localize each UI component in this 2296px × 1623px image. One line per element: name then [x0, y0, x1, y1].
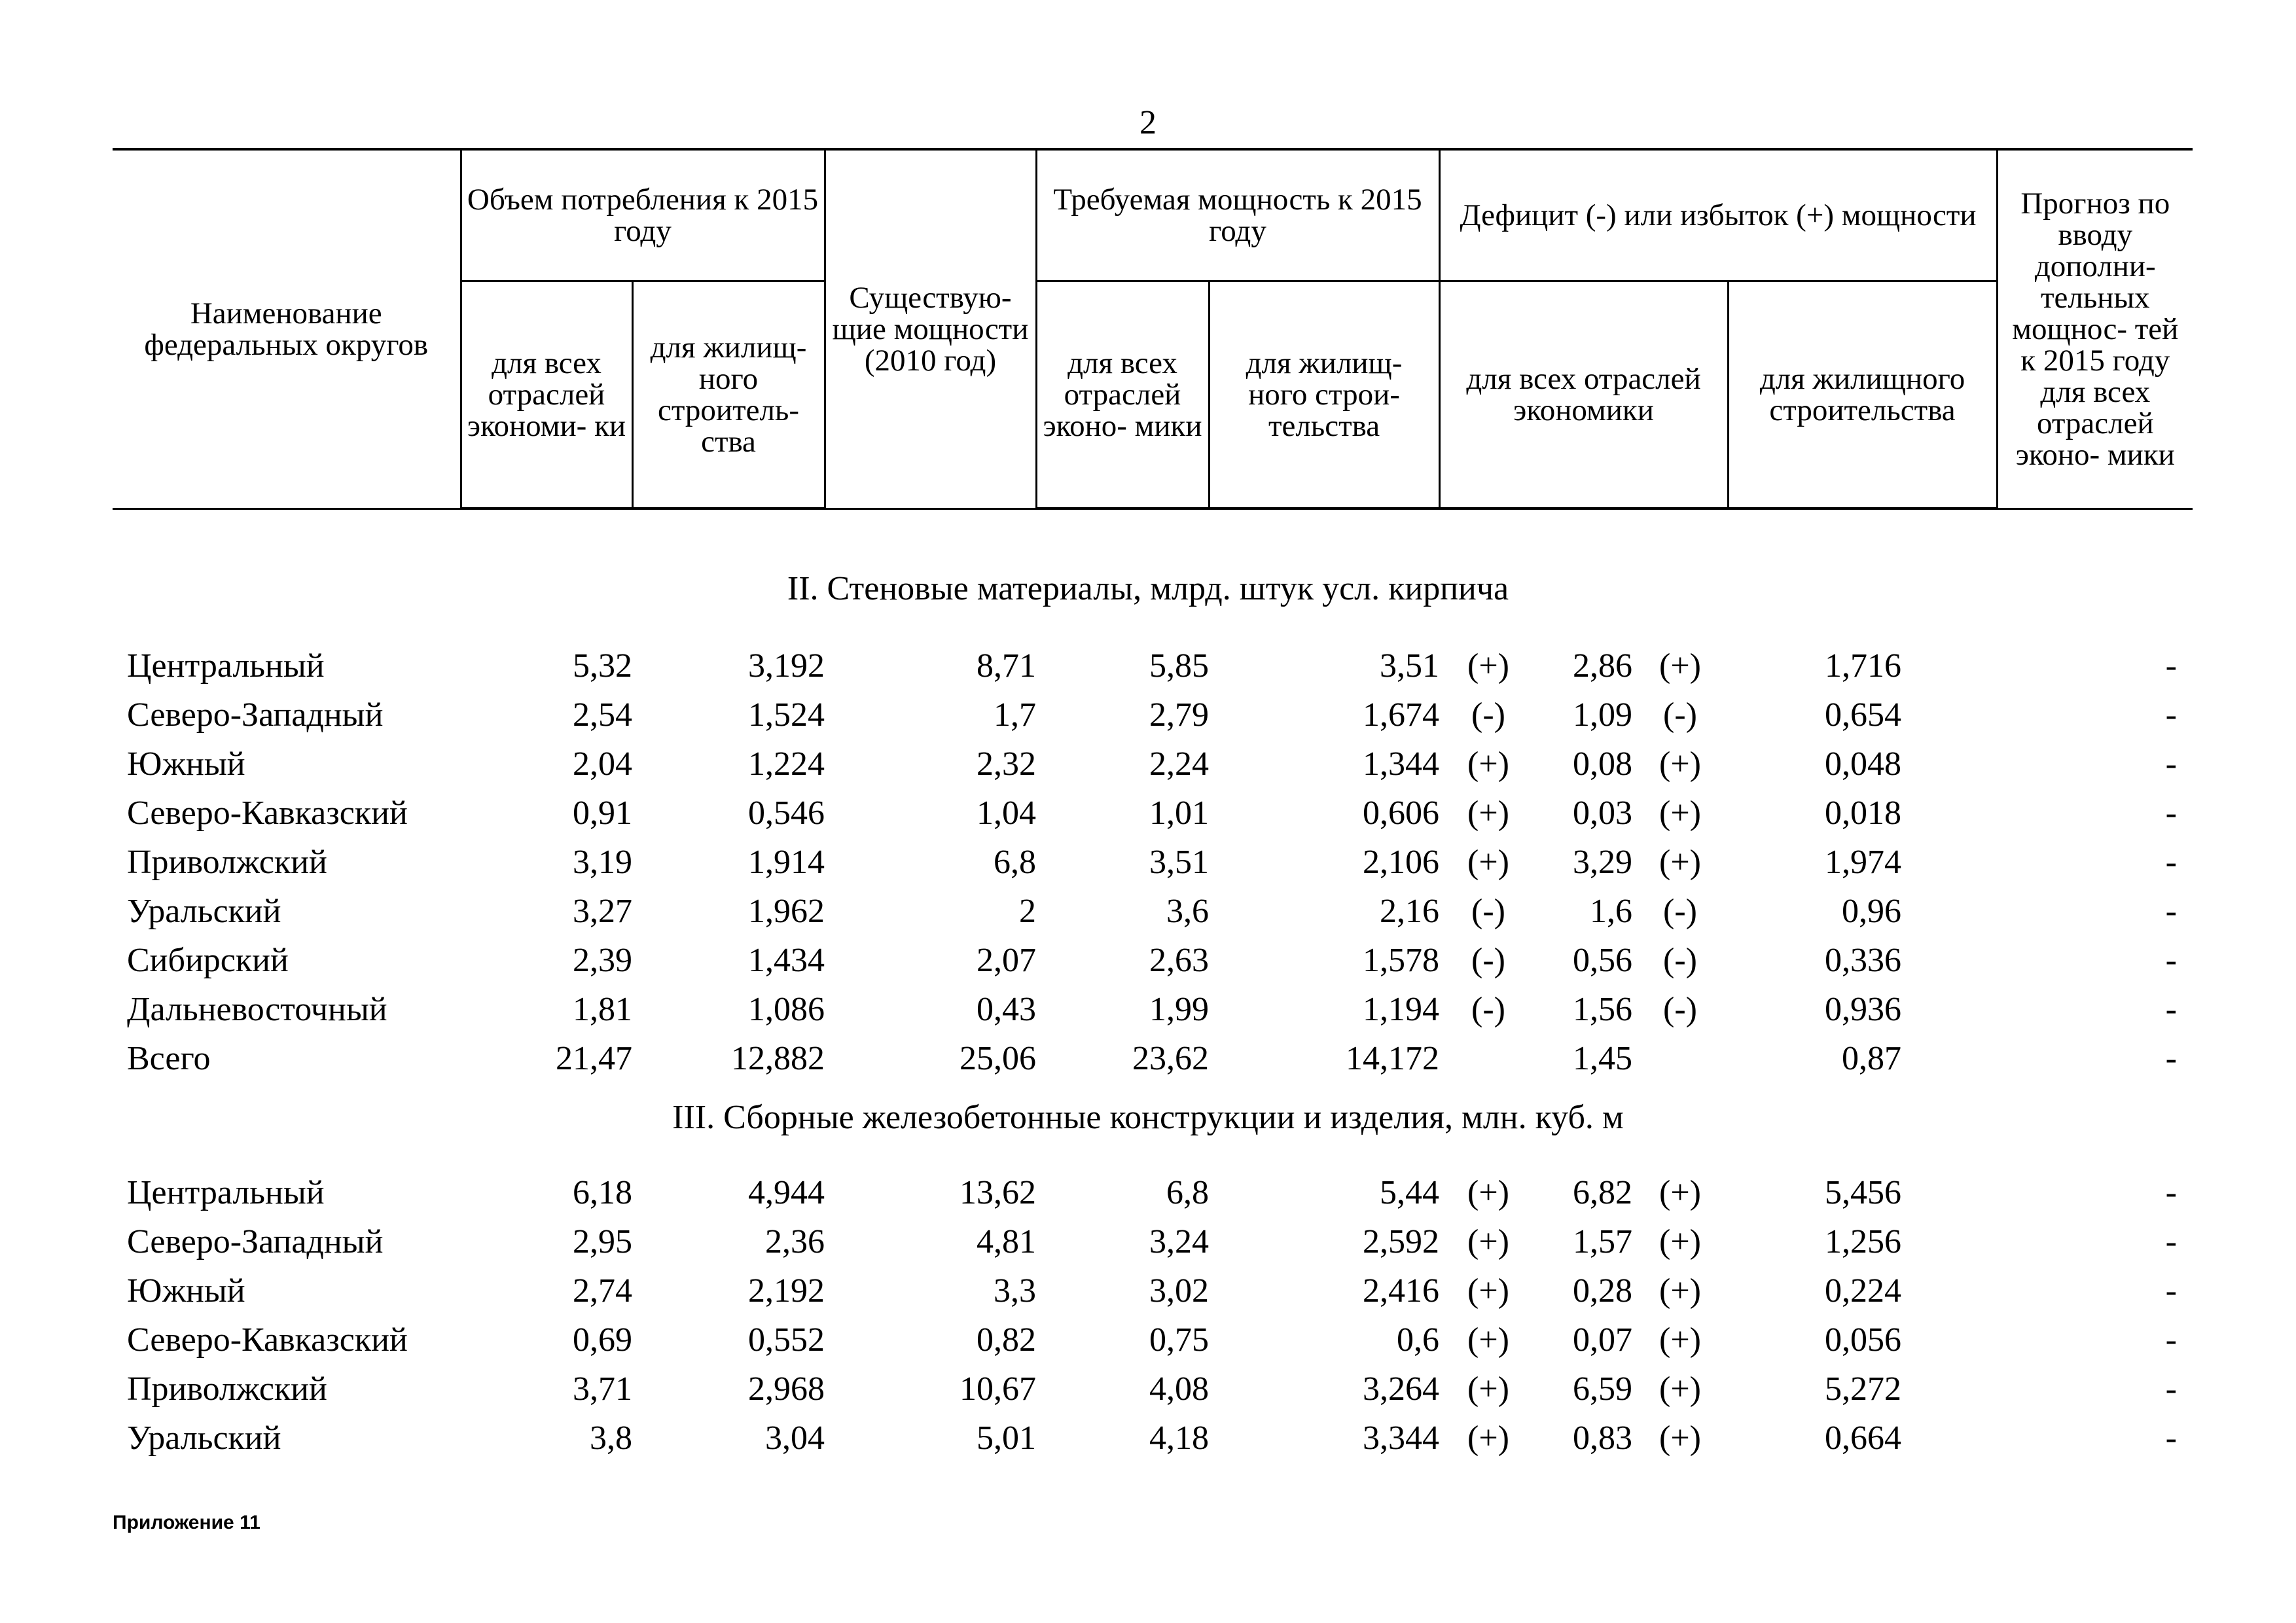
cell-def-housing: 5,272 — [1825, 1370, 1901, 1408]
cell-cons-all: 3,27 — [573, 893, 632, 930]
cell-def-all: 0,28 — [1573, 1272, 1632, 1310]
cell-forecast: - — [2165, 1419, 2177, 1457]
cell-sign-housing: (+) — [1659, 1370, 1701, 1408]
header-required-all: для всех отраслей эконо- мики — [1036, 281, 1209, 509]
cell-def-housing: 0,87 — [1842, 1040, 1901, 1077]
cell-sign-all: (-) — [1471, 893, 1505, 930]
cell-name: Северо-Западный — [127, 696, 384, 734]
cell-sign-housing: (-) — [1663, 942, 1697, 979]
cell-forecast: - — [2165, 942, 2177, 979]
header-district-name: Наименование федеральных округов — [113, 149, 461, 508]
cell-cons-all: 3,71 — [573, 1370, 632, 1408]
cell-forecast: - — [2165, 1370, 2177, 1408]
table-concrete-structures — [113, 1168, 2193, 1463]
cell-cons-housing: 12,882 — [731, 1040, 825, 1077]
cell-cons-all: 1,81 — [573, 991, 632, 1028]
cell-sign-housing: (+) — [1659, 794, 1701, 832]
cell-sign-housing: (-) — [1663, 991, 1697, 1028]
header-deficit-all: для всех отраслей экономики — [1439, 281, 1728, 509]
cell-name: Северо-Кавказский — [127, 794, 408, 832]
cell-sign-all: (+) — [1467, 1223, 1509, 1260]
table-row — [113, 887, 2193, 936]
cell-cons-housing: 3,04 — [765, 1419, 825, 1457]
cell-def-housing: 0,664 — [1825, 1419, 1901, 1457]
cell-def-all: 3,29 — [1573, 844, 1632, 881]
cell-sign-housing: (+) — [1659, 844, 1701, 881]
cell-req-all: 2,63 — [1149, 942, 1209, 979]
cell-existing: 25,06 — [960, 1040, 1036, 1077]
table-row — [113, 1217, 2193, 1266]
cell-def-all: 0,03 — [1573, 794, 1632, 832]
cell-req-housing: 1,344 — [1363, 745, 1439, 783]
cell-forecast: - — [2165, 745, 2177, 783]
cell-sign-housing: (-) — [1663, 696, 1697, 734]
cell-req-housing: 2,416 — [1363, 1272, 1439, 1310]
cell-forecast: - — [2165, 1223, 2177, 1260]
cell-name: Приволжский — [127, 844, 327, 881]
cell-req-housing: 5,44 — [1380, 1174, 1439, 1211]
cell-req-housing: 3,51 — [1380, 647, 1439, 685]
cell-sign-housing: (+) — [1659, 1223, 1701, 1260]
cell-def-housing: 0,96 — [1842, 893, 1901, 930]
cell-def-housing: 1,256 — [1825, 1223, 1901, 1260]
table-row — [113, 1364, 2193, 1414]
cell-req-housing: 1,578 — [1363, 942, 1439, 979]
cell-sign-housing: (+) — [1659, 745, 1701, 783]
cell-existing: 8,71 — [977, 647, 1036, 685]
header-required-housing: для жилищ- ного строи- тельства — [1209, 281, 1439, 509]
cell-def-all: 0,83 — [1573, 1419, 1632, 1457]
cell-req-all: 5,85 — [1149, 647, 1209, 685]
table-row — [113, 1168, 2193, 1217]
cell-req-all: 4,08 — [1149, 1370, 1209, 1408]
cell-req-all: 1,01 — [1149, 794, 1209, 832]
cell-cons-all: 2,54 — [573, 696, 632, 734]
cell-req-housing: 2,16 — [1380, 893, 1439, 930]
cell-existing: 0,82 — [977, 1321, 1036, 1359]
cell-existing: 3,3 — [994, 1272, 1036, 1310]
cell-req-housing: 3,344 — [1363, 1419, 1439, 1457]
cell-def-housing: 0,936 — [1825, 991, 1901, 1028]
cell-def-all: 0,08 — [1573, 745, 1632, 783]
cell-def-all: 1,45 — [1573, 1040, 1632, 1077]
table-row — [113, 641, 2193, 690]
table-row — [113, 838, 2193, 887]
header-consumption-group: Объем потребления к 2015 году — [461, 149, 825, 281]
cell-sign-all: (+) — [1467, 1419, 1509, 1457]
header-existing-capacity: Существую- щие мощности (2010 год) — [825, 149, 1036, 508]
cell-cons-all: 3,8 — [590, 1419, 632, 1457]
cell-def-housing: 5,456 — [1825, 1174, 1901, 1211]
cell-forecast: - — [2165, 1040, 2177, 1077]
table-row — [113, 690, 2193, 740]
cell-cons-housing: 1,962 — [748, 893, 825, 930]
header-forecast: Прогноз по вводу дополни- тельных мощнос- тей к 2015 году для всех отраслей эконо- мики — [1997, 149, 2193, 508]
cell-def-housing: 0,336 — [1825, 942, 1901, 979]
cell-req-all: 4,18 — [1149, 1419, 1209, 1457]
table-row — [113, 1034, 2193, 1083]
table-row — [113, 740, 2193, 789]
cell-forecast: - — [2165, 1272, 2177, 1310]
header-consumption-all: для всех отраслей экономи- ки — [461, 281, 632, 509]
cell-req-housing: 0,606 — [1363, 794, 1439, 832]
cell-cons-all: 2,39 — [573, 942, 632, 979]
cell-forecast: - — [2165, 1174, 2177, 1211]
cell-name: Южный — [127, 1272, 245, 1310]
cell-cons-housing: 2,968 — [748, 1370, 825, 1408]
cell-req-all: 3,51 — [1149, 844, 1209, 881]
cell-def-all: 1,09 — [1573, 696, 1632, 734]
cell-existing: 1,04 — [977, 794, 1036, 832]
header-deficit-housing: для жилищного строительства — [1728, 281, 1997, 509]
cell-cons-housing: 1,914 — [748, 844, 825, 881]
cell-req-all: 23,62 — [1132, 1040, 1209, 1077]
cell-forecast: - — [2165, 794, 2177, 832]
cell-req-all: 1,99 — [1149, 991, 1209, 1028]
table-row — [113, 936, 2193, 985]
cell-forecast: - — [2165, 1321, 2177, 1359]
cell-req-housing: 3,264 — [1363, 1370, 1439, 1408]
cell-existing: 6,8 — [994, 844, 1036, 881]
cell-sign-housing: (+) — [1659, 1419, 1701, 1457]
table-header — [113, 148, 2193, 510]
cell-cons-housing: 3,192 — [748, 647, 825, 685]
cell-req-housing: 1,674 — [1363, 696, 1439, 734]
cell-cons-housing: 1,434 — [748, 942, 825, 979]
cell-def-housing: 1,716 — [1825, 647, 1901, 685]
cell-def-all: 1,6 — [1590, 893, 1632, 930]
cell-cons-housing: 1,086 — [748, 991, 825, 1028]
section-title-wall-materials: II. Стеновые материалы, млрд. штук усл. кирпича — [787, 570, 1509, 607]
cell-existing: 2,07 — [977, 942, 1036, 979]
cell-sign-all: (+) — [1467, 1174, 1509, 1211]
header-required-capacity-group: Требуемая мощность к 2015 году — [1036, 149, 1439, 281]
cell-cons-housing: 4,944 — [748, 1174, 825, 1211]
cell-cons-all: 5,32 — [573, 647, 632, 685]
cell-cons-all: 0,69 — [573, 1321, 632, 1359]
cell-req-all: 3,6 — [1166, 893, 1209, 930]
table-row — [113, 985, 2193, 1034]
table-row — [113, 1266, 2193, 1315]
cell-name: Всего — [127, 1040, 211, 1077]
section-title-concrete-structures: III. Сборные железобетонные конструкции и изделия, млн. куб. м — [672, 1099, 1624, 1136]
cell-existing: 5,01 — [977, 1419, 1036, 1457]
cell-cons-housing: 2,192 — [748, 1272, 825, 1310]
cell-def-housing: 0,224 — [1825, 1272, 1901, 1310]
cell-def-all: 1,56 — [1573, 991, 1632, 1028]
cell-def-all: 2,86 — [1573, 647, 1632, 685]
cell-forecast: - — [2165, 844, 2177, 881]
cell-cons-housing: 2,36 — [765, 1223, 825, 1260]
header-deficit-group: Дефицит (-) или избыток (+) мощности — [1439, 149, 1997, 281]
cell-def-all: 0,56 — [1573, 942, 1632, 979]
cell-def-all: 6,82 — [1573, 1174, 1632, 1211]
cell-sign-all: (+) — [1467, 647, 1509, 685]
table-row — [113, 789, 2193, 838]
cell-sign-housing: (+) — [1659, 1174, 1701, 1211]
cell-sign-all: (-) — [1471, 991, 1505, 1028]
cell-sign-all: (+) — [1467, 1321, 1509, 1359]
cell-req-housing: 2,106 — [1363, 844, 1439, 881]
cell-forecast: - — [2165, 696, 2177, 734]
cell-sign-housing: (+) — [1659, 1272, 1701, 1310]
cell-def-all: 0,07 — [1573, 1321, 1632, 1359]
cell-forecast: - — [2165, 893, 2177, 930]
cell-cons-housing: 0,552 — [748, 1321, 825, 1359]
table-row — [113, 1414, 2193, 1463]
cell-def-housing: 0,048 — [1825, 745, 1901, 783]
cell-req-housing: 14,172 — [1346, 1040, 1439, 1077]
cell-cons-housing: 0,546 — [748, 794, 825, 832]
cell-name: Уральский — [127, 1419, 281, 1457]
cell-cons-housing: 1,524 — [748, 696, 825, 734]
cell-req-all: 3,24 — [1149, 1223, 1209, 1260]
cell-cons-all: 2,95 — [573, 1223, 632, 1260]
cell-req-all: 2,24 — [1149, 745, 1209, 783]
cell-forecast: - — [2165, 991, 2177, 1028]
cell-cons-housing: 1,224 — [748, 745, 825, 783]
cell-existing: 13,62 — [960, 1174, 1036, 1211]
cell-name: Дальневосточный — [127, 991, 387, 1028]
cell-req-housing: 2,592 — [1363, 1223, 1439, 1260]
cell-def-housing: 0,654 — [1825, 696, 1901, 734]
cell-existing: 2,32 — [977, 745, 1036, 783]
cell-def-all: 6,59 — [1573, 1370, 1632, 1408]
table-row — [113, 1315, 2193, 1364]
cell-cons-all: 2,04 — [573, 745, 632, 783]
cell-cons-all: 21,47 — [556, 1040, 632, 1077]
cell-sign-all — [1439, 1034, 1537, 1083]
cell-sign-all: (-) — [1471, 696, 1505, 734]
cell-existing: 4,81 — [977, 1223, 1036, 1260]
cell-req-all: 6,8 — [1166, 1174, 1209, 1211]
cell-existing: 1,7 — [994, 696, 1036, 734]
cell-req-all: 0,75 — [1149, 1321, 1209, 1359]
cell-def-housing: 1,974 — [1825, 844, 1901, 881]
cell-name: Уральский — [127, 893, 281, 930]
cell-req-all: 2,79 — [1149, 696, 1209, 734]
cell-def-all: 1,57 — [1573, 1223, 1632, 1260]
cell-sign-housing: (+) — [1659, 647, 1701, 685]
cell-def-housing: 0,018 — [1825, 794, 1901, 832]
cell-cons-all: 0,91 — [573, 794, 632, 832]
cell-existing: 2 — [1019, 893, 1036, 930]
cell-sign-all: (+) — [1467, 1272, 1509, 1310]
table-wall-materials — [113, 641, 2193, 1083]
cell-name: Сибирский — [127, 942, 289, 979]
cell-name: Северо-Западный — [127, 1223, 384, 1260]
cell-sign-all: (+) — [1467, 745, 1509, 783]
cell-sign-all: (+) — [1467, 794, 1509, 832]
cell-sign-housing — [1632, 1034, 1728, 1083]
cell-def-housing: 0,056 — [1825, 1321, 1901, 1359]
page-number: 2 — [1139, 104, 1157, 141]
cell-forecast: - — [2165, 647, 2177, 685]
cell-existing: 0,43 — [977, 991, 1036, 1028]
cell-sign-all: (-) — [1471, 942, 1505, 979]
cell-req-all: 3,02 — [1149, 1272, 1209, 1310]
cell-sign-housing: (+) — [1659, 1321, 1701, 1359]
cell-name: Центральный — [127, 1174, 325, 1211]
cell-req-housing: 1,194 — [1363, 991, 1439, 1028]
cell-sign-all: (+) — [1467, 844, 1509, 881]
cell-cons-all: 3,19 — [573, 844, 632, 881]
footer-note: Приложение 11 — [113, 1512, 260, 1533]
cell-existing: 10,67 — [960, 1370, 1036, 1408]
cell-name: Приволжский — [127, 1370, 327, 1408]
cell-name: Северо-Кавказский — [127, 1321, 408, 1359]
cell-cons-all: 6,18 — [573, 1174, 632, 1211]
cell-sign-housing: (-) — [1663, 893, 1697, 930]
cell-name: Центральный — [127, 647, 325, 685]
cell-sign-all: (+) — [1467, 1370, 1509, 1408]
cell-req-housing: 0,6 — [1397, 1321, 1439, 1359]
cell-name: Южный — [127, 745, 245, 783]
cell-cons-all: 2,74 — [573, 1272, 632, 1310]
header-consumption-housing: для жилищ- ного строитель- ства — [632, 281, 825, 509]
